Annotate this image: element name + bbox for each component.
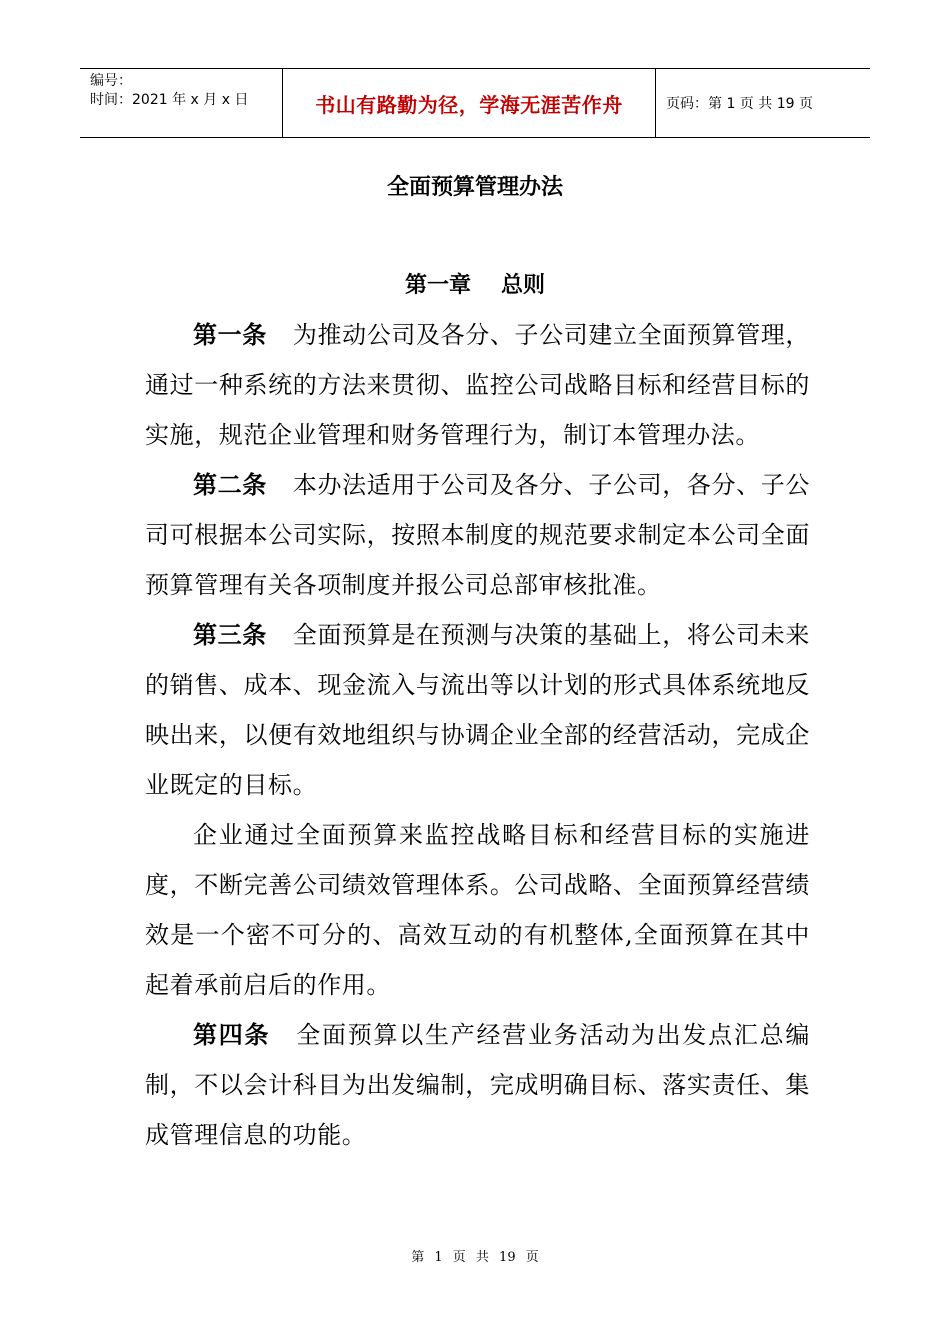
paragraph-text: 本办法适用于公司及各分、子公司，各分、子公司可根据本公司实际，按照本制度的规范要求制定本公司全面预算管理有关各项制度并报公司总部审核批准。 [145,471,810,599]
header-motto-cell [283,69,655,137]
page-footer: 第 1 页 共 19 页 [411,1250,539,1265]
header-divider [655,69,656,137]
paragraph [145,610,810,810]
motto-text: 书山有路勤为径，学海无涯苦作舟 [315,92,623,117]
paragraph-text: 全面预算是在预测与决策的基础上，将公司未来的销售、成本、现金流入与流出等以计划的形式具体系统地反映出来，以便有效地组织与协调企业全部的经营活动，完成企业既定的目标。 [145,621,810,799]
paragraph-text: 全面预算以生产经营业务活动为出发点汇总编制，不以会计科目为出发编制，完成明确目标、落实责任、集成管理信息的功能。 [145,1021,811,1149]
paragraph [145,310,810,460]
paragraph-text: 为推动公司及各分、子公司建立全面预算管理，通过一种系统的方法来贯彻、监控公司战略目标和经营目标的实施，规范企业管理和财务管理行为，制订本管理办法。 [145,321,810,449]
article-number: 第三条 [193,621,267,649]
paragraph [145,810,810,1010]
header-page-info: 页码：第 1 页 共 19 页 [666,96,813,112]
paragraph [145,1010,810,1160]
chapter-name: 总则 [501,273,546,298]
date-label: 时间：2021 年 x 月 x 日 [90,92,249,108]
article-number: 第四条 [193,1021,271,1049]
header-meta-cell [80,69,282,137]
number-label: 编号： [90,73,132,89]
document-header-table [80,68,870,138]
article-number: 第二条 [193,471,267,499]
document-body [145,310,810,1160]
paragraph [145,460,810,610]
paragraph-text: 企业通过全面预算来监控战略目标和经营目标的实施进度，不断完善公司绩效管理体系。公司战略、全面预算经营绩效是一个密不可分的、高效互动的有机整体,全面预算在其中起着承前启后的作用。 [145,821,810,999]
chapter-number: 第一章 [404,273,471,298]
article-number: 第一条 [193,321,267,349]
document-title: 全面预算管理办法 [386,175,563,200]
chapter-heading [0,268,950,299]
